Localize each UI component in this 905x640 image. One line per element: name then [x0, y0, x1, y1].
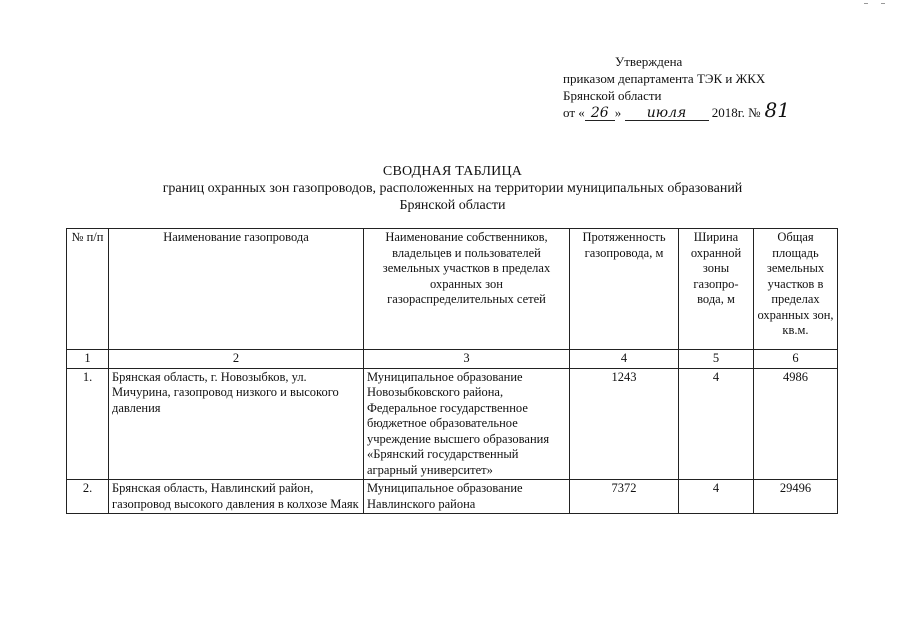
length-value: 1243 [570, 368, 679, 480]
column-number: 5 [679, 350, 754, 369]
header-row [67, 229, 838, 350]
area-value: 29496 [754, 480, 838, 514]
zone-width-value: 4 [679, 480, 754, 514]
approval-order-line: приказом департамента ТЭК и ЖКХ [563, 71, 766, 86]
scan-mark [881, 3, 885, 4]
header-pipeline-name: Наименование газопровода [109, 229, 364, 350]
document-title [0, 163, 905, 214]
handwritten-order-number: 81 [764, 98, 790, 122]
table-row [67, 368, 838, 480]
scan-mark [864, 3, 868, 4]
column-number-row [67, 350, 838, 369]
pipeline-name: Брянская область, г. Новозыбков, ул. Мичурина, газопровод низкого и высокого давления [109, 368, 364, 480]
approval-date-line [563, 98, 790, 122]
owners: Муниципальное образование Новозыбковского района, Федеральное государственное бюджетное образовательное учреждение высшего образования «Брянский государственный аграрный университет» [364, 368, 570, 480]
column-number: 2 [109, 350, 364, 369]
handwritten-day: 26 [585, 107, 615, 121]
column-number: 3 [364, 350, 570, 369]
owners: Муниципальное образование Навлинского района [364, 480, 570, 514]
header-length: Протяженность газопровода, м [570, 229, 679, 350]
approval-title: Утверждена [615, 54, 683, 69]
row-number: 2. [67, 480, 109, 514]
header-owners: Наименование собственников, владельцев и пользователей земельных участков в пределах охранных зон газораспределительных сетей [364, 229, 570, 350]
date-prefix: от « [563, 105, 585, 120]
title-heading: СВОДНАЯ ТАБЛИЦА [382, 164, 523, 179]
date-mid: » [614, 105, 622, 120]
approval-block [563, 53, 790, 121]
header-number: № п/п [67, 229, 109, 350]
header-area: Общая площадь земельных участков в пределах охранных зон, кв.м. [754, 229, 838, 350]
date-year: 2018г. № [711, 105, 761, 120]
column-number: 6 [754, 350, 838, 369]
zone-width-value: 4 [679, 368, 754, 480]
column-number: 1 [67, 350, 109, 369]
column-number: 4 [570, 350, 679, 369]
pipeline-name: Брянская область, Навлинский район, газопровод высокого давления в колхозе Маяк [109, 480, 364, 514]
title-subtitle: границ охранных зон газопроводов, расположенных на территории муниципальных образований [162, 181, 743, 196]
title-region: Брянской области [399, 198, 506, 213]
header-zone-width: Ширина охранной зоны газопро-вода, м [679, 229, 754, 350]
approval-region-line: Брянской области [563, 88, 662, 103]
handwritten-month: июля [625, 107, 709, 121]
length-value: 7372 [570, 480, 679, 514]
table-row [67, 480, 838, 514]
summary-table [66, 228, 838, 514]
row-number: 1. [67, 368, 109, 480]
area-value: 4986 [754, 368, 838, 480]
